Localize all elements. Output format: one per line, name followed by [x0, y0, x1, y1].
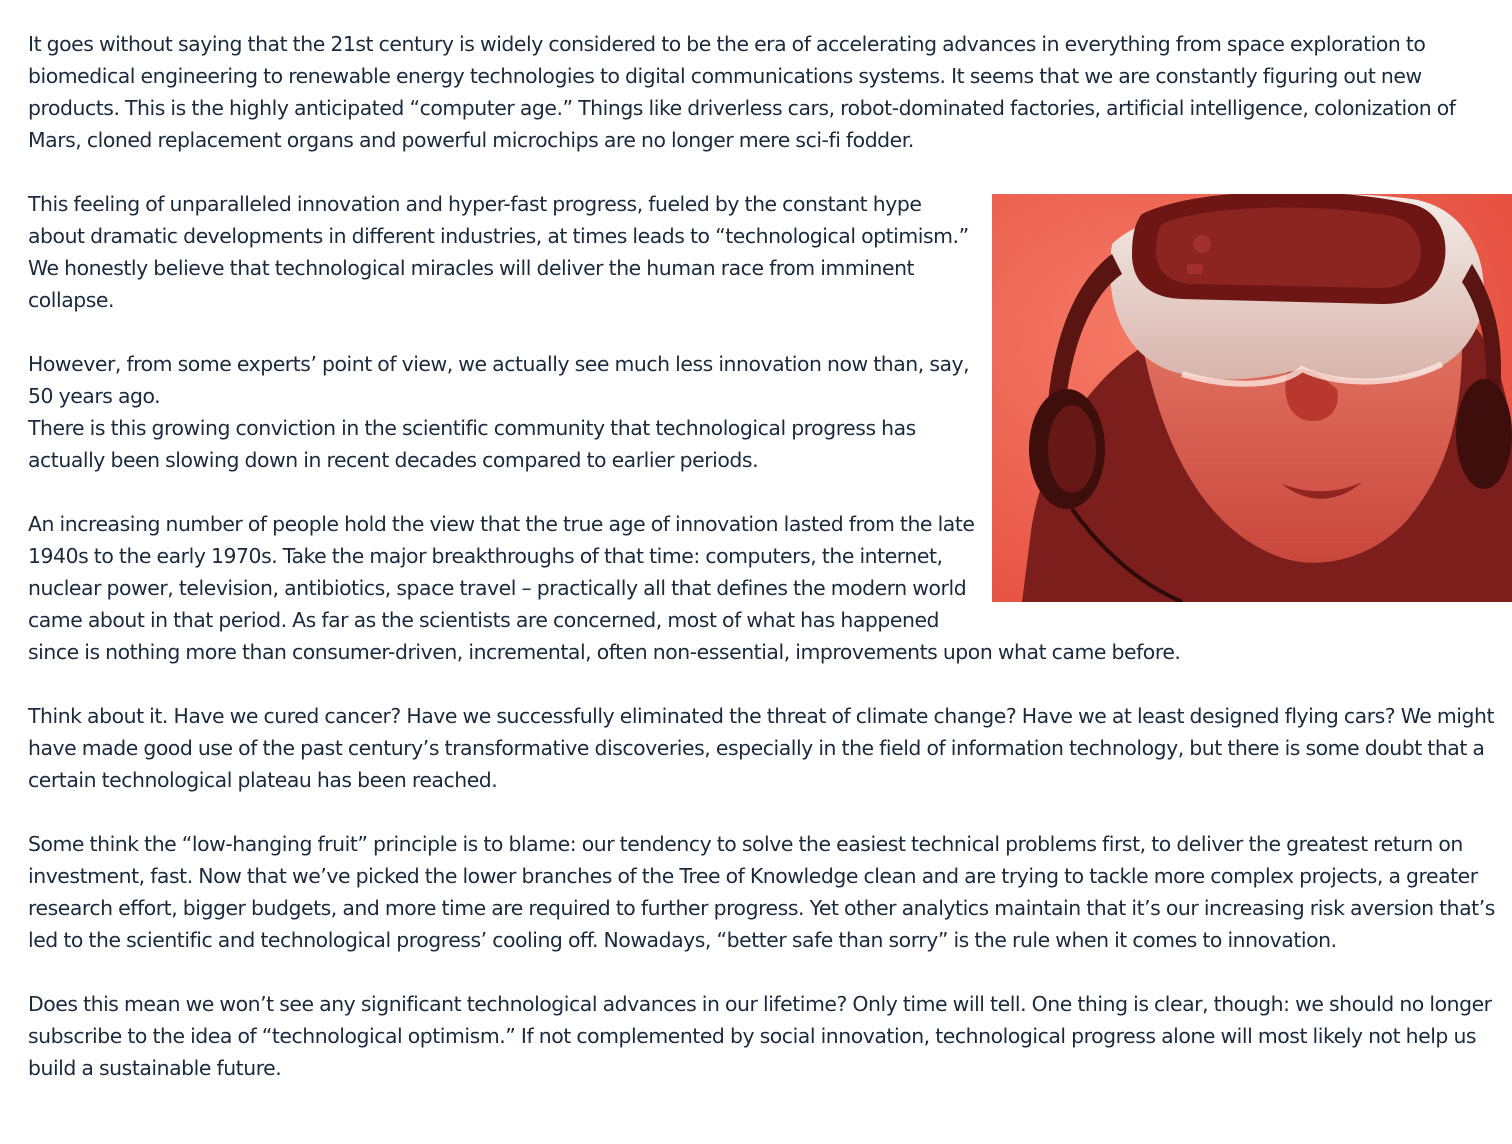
article-body [28, 28, 1508, 1116]
paragraph-think-about-it: Think about it. Have we cured cancer? Have we successfully eliminated the threat of climate change? Have we at least designed flying cars? We might have made good use of the past century’s transformative discoveries, especially in the field of information technology, but there is some doubt that a certain technological plateau has been reached. [28, 704, 1494, 792]
paragraph-intro: It goes without saying that the 21st century is widely considered to be the era of accelerating advances in everything from space exploration to biomedical engineering to renewable energy technologies to digital communications systems. It seems that we are constantly figuring out new products. This is the highly anticipated “computer age.” Things like driverless cars, robot-dominated factories, artificial intelligence, colonization of Mars, cloned replacement organs and powerful microchips are no longer mere sci-fi fodder. [28, 32, 1456, 152]
paragraph-age-of-innovation: An increasing number of people hold the view that the true age of innovation lasted from the late 1940s to the early 1970s. Take the major breakthroughs of that time: computers, the internet, nuclear power, television, antibiotics, space travel – practically all that defines the modern world came about in that period. As far as the scientists are concerned, most of what has happened since is nothing more than consumer-driven, incremental, often non-essential, improvements upon what came before. [28, 512, 1181, 664]
paragraph-optimism: This feeling of unparalleled innovation and hyper-fast progress, fueled by the constant hype about dramatic developments in different industries, at times leads to “technological optimism.” We honestly believe that technological miracles will deliver the human race from imminent collapse. [28, 192, 969, 312]
paragraph-low-hanging-fruit: Some think the “low-hanging fruit” principle is to blame: our tendency to solve the easiest technical problems first, to deliver the greatest return on investment, fast. Now that we’ve picked the lower branches of the Tree of Knowledge clean and are trying to tackle more complex projects, a greater research effort, bigger budgets, and more time are required to further progress. Yet other analytics maintain that it’s our increasing risk aversion that’s led to the scientific and technological progress’ cooling off. Nowadays, “better safe than sorry” is the rule when it comes to innovation. [28, 832, 1495, 952]
vr-headset-photo [992, 194, 1512, 602]
paragraph-conclusion: Does this mean we won’t see any significant technological advances in our lifetime? Only time will tell. One thing is clear, though: we should no longer subscribe to the idea of “technological optimism.” If not complemented by social innovation, technological progress alone will most likely not help us build a sustainable future. [28, 992, 1492, 1080]
paragraph-conviction: There is this growing conviction in the scientific community that technological progress has actually been slowing down in recent decades compared to earlier periods. [28, 416, 916, 472]
paragraph-experts: However, from some experts’ point of view, we actually see much less innovation now than, say, 50 years ago. [28, 352, 970, 408]
